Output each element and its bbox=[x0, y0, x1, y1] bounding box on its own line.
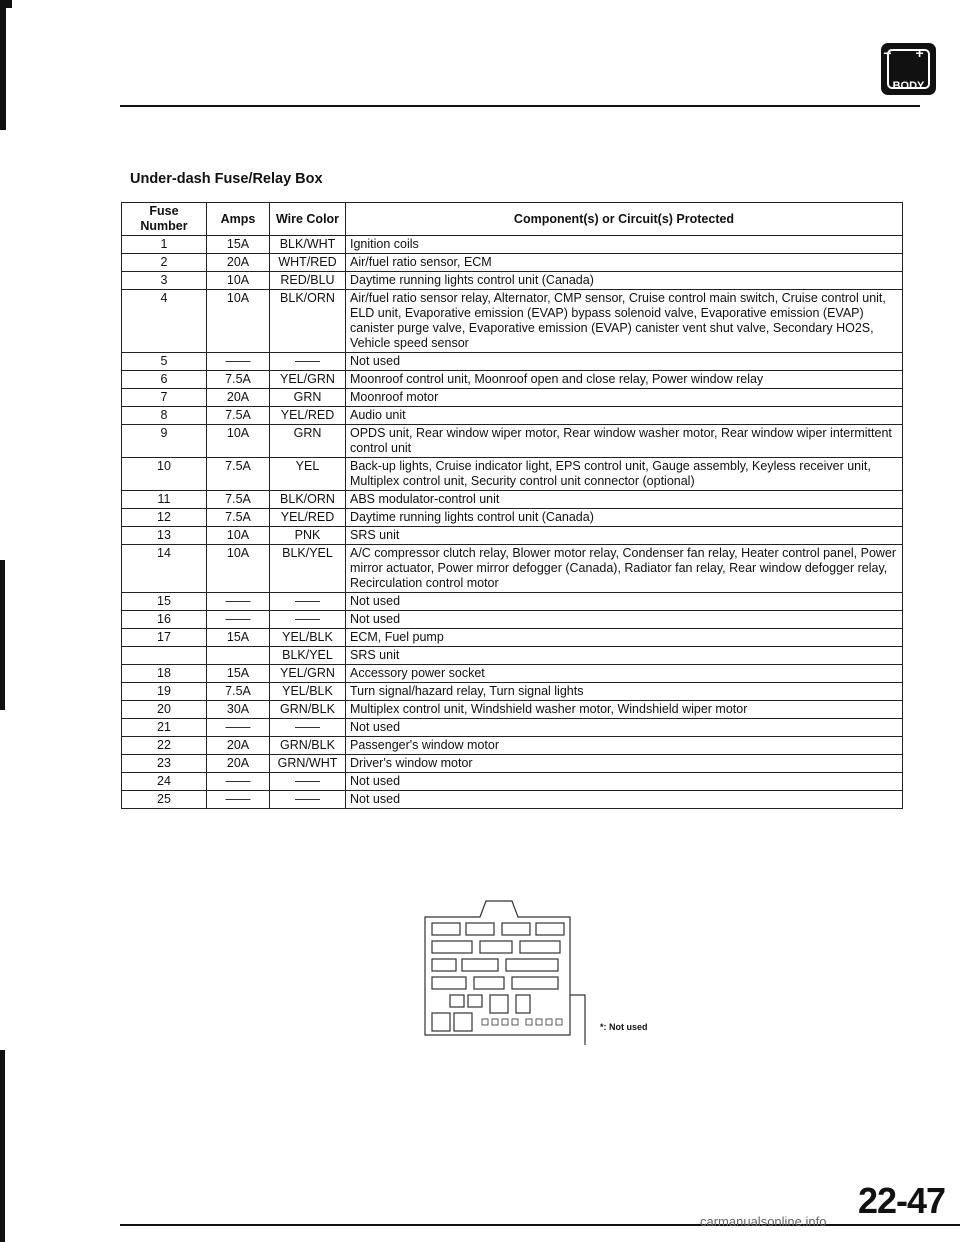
amps-cell: 15A bbox=[207, 236, 270, 254]
component-cell: Not used bbox=[346, 719, 903, 737]
wire-color-cell: BLK/YEL bbox=[270, 545, 346, 593]
amps-cell: 7.5A bbox=[207, 509, 270, 527]
wire-color-cell: —— bbox=[270, 353, 346, 371]
fuse-number-cell: 10 bbox=[122, 458, 207, 491]
header-fuse-number: Fuse Number bbox=[122, 203, 207, 236]
fuse-number-cell: 20 bbox=[122, 701, 207, 719]
fuse-number-cell: 2 bbox=[122, 254, 207, 272]
table-row bbox=[122, 491, 903, 509]
fuse-box-diagram bbox=[420, 895, 595, 1045]
wire-color-cell: GRN bbox=[270, 389, 346, 407]
amps-cell: 20A bbox=[207, 755, 270, 773]
header-rule bbox=[120, 105, 920, 107]
component-cell: Daytime running lights control unit (Canada) bbox=[346, 509, 903, 527]
table-row bbox=[122, 791, 903, 809]
fuse-number-cell: 6 bbox=[122, 371, 207, 389]
amps-cell: —— bbox=[207, 353, 270, 371]
component-cell: Multiplex control unit, Windshield washer motor, Windshield wiper motor bbox=[346, 701, 903, 719]
component-cell: Moonroof control unit, Moonroof open and close relay, Power window relay bbox=[346, 371, 903, 389]
wire-color-cell: YEL/RED bbox=[270, 407, 346, 425]
table-row bbox=[122, 629, 903, 647]
table-row bbox=[122, 701, 903, 719]
fuse-number-cell: 23 bbox=[122, 755, 207, 773]
wire-color-cell: YEL/GRN bbox=[270, 371, 346, 389]
binding-edge-top bbox=[0, 0, 6, 130]
amps-cell: —— bbox=[207, 791, 270, 809]
amps-cell: 10A bbox=[207, 290, 270, 353]
amps-cell: 7.5A bbox=[207, 491, 270, 509]
table-row bbox=[122, 425, 903, 458]
fuse-number-cell: 3 bbox=[122, 272, 207, 290]
wire-color-cell: YEL/BLK bbox=[270, 629, 346, 647]
header-components: Component(s) or Circuit(s) Protected bbox=[346, 203, 903, 236]
amps-cell: 30A bbox=[207, 701, 270, 719]
fuse-number-cell: 25 bbox=[122, 791, 207, 809]
fuse-number-cell: 14 bbox=[122, 545, 207, 593]
component-cell: Not used bbox=[346, 773, 903, 791]
table-row bbox=[122, 458, 903, 491]
fuse-number-cell: 8 bbox=[122, 407, 207, 425]
table-row bbox=[122, 371, 903, 389]
table-row bbox=[122, 719, 903, 737]
table-row bbox=[122, 755, 903, 773]
component-cell: Moonroof motor bbox=[346, 389, 903, 407]
header-wire-color: Wire Color bbox=[270, 203, 346, 236]
fuse-number-cell: 17 bbox=[122, 629, 207, 647]
amps-cell: —— bbox=[207, 611, 270, 629]
wire-color-cell: —— bbox=[270, 593, 346, 611]
binding-tab bbox=[0, 0, 12, 8]
amps-cell: 20A bbox=[207, 389, 270, 407]
amps-cell: 7.5A bbox=[207, 371, 270, 389]
component-cell: Audio unit bbox=[346, 407, 903, 425]
table-row bbox=[122, 683, 903, 701]
table-row bbox=[122, 737, 903, 755]
wire-color-cell: GRN/BLK bbox=[270, 701, 346, 719]
component-cell: Daytime running lights control unit (Canada) bbox=[346, 272, 903, 290]
wire-color-cell: —— bbox=[270, 791, 346, 809]
fuse-number-cell: 19 bbox=[122, 683, 207, 701]
wire-color-cell: BLK/YEL bbox=[270, 647, 346, 665]
table-row bbox=[122, 236, 903, 254]
fuse-number-cell: 13 bbox=[122, 527, 207, 545]
table-row bbox=[122, 290, 903, 353]
page-number: 22-47 bbox=[858, 1180, 946, 1221]
amps-cell: 10A bbox=[207, 527, 270, 545]
wire-color-cell: YEL/GRN bbox=[270, 665, 346, 683]
table-row bbox=[122, 593, 903, 611]
amps-cell: 10A bbox=[207, 425, 270, 458]
component-cell: Air/fuel ratio sensor, ECM bbox=[346, 254, 903, 272]
component-cell: SRS unit bbox=[346, 647, 903, 665]
fuse-number-cell: 7 bbox=[122, 389, 207, 407]
header-amps: Amps bbox=[207, 203, 270, 236]
wire-color-cell: —— bbox=[270, 773, 346, 791]
wire-color-cell: YEL/RED bbox=[270, 509, 346, 527]
fuse-number-cell: 16 bbox=[122, 611, 207, 629]
component-cell: A/C compressor clutch relay, Blower motor relay, Condenser fan relay, Heater control panel, Power mirror actuator, Power mirror defogger (Canada), Radiator fan relay, Rear window defogger relay, Recirculation control motor bbox=[346, 545, 903, 593]
fuse-number-cell: 24 bbox=[122, 773, 207, 791]
amps-cell: 20A bbox=[207, 737, 270, 755]
component-cell: Ignition coils bbox=[346, 236, 903, 254]
table-row bbox=[122, 509, 903, 527]
table-row bbox=[122, 254, 903, 272]
component-cell: Driver's window motor bbox=[346, 755, 903, 773]
component-cell: Accessory power socket bbox=[346, 665, 903, 683]
component-cell: SRS unit bbox=[346, 527, 903, 545]
component-cell: OPDS unit, Rear window wiper motor, Rear window washer motor, Rear window wiper intermittent control unit bbox=[346, 425, 903, 458]
wire-color-cell: YEL bbox=[270, 458, 346, 491]
component-cell: Turn signal/hazard relay, Turn signal lights bbox=[346, 683, 903, 701]
component-cell: ECM, Fuel pump bbox=[346, 629, 903, 647]
wire-color-cell: —— bbox=[270, 611, 346, 629]
amps-cell: —— bbox=[207, 593, 270, 611]
fuse-number-cell: 11 bbox=[122, 491, 207, 509]
amps-cell: 7.5A bbox=[207, 407, 270, 425]
binding-edge-mid bbox=[0, 560, 5, 710]
wire-color-cell: BLK/ORN bbox=[270, 491, 346, 509]
wire-color-cell: YEL/BLK bbox=[270, 683, 346, 701]
binding-edge-bottom bbox=[0, 1050, 5, 1242]
table-header-row bbox=[122, 203, 903, 236]
amps-cell: 15A bbox=[207, 629, 270, 647]
fuse-number-cell: 1 bbox=[122, 236, 207, 254]
amps-cell: 10A bbox=[207, 272, 270, 290]
fuse-number-cell: 18 bbox=[122, 665, 207, 683]
amps-cell: —— bbox=[207, 773, 270, 791]
table-row bbox=[122, 407, 903, 425]
wire-color-cell: RED/BLU bbox=[270, 272, 346, 290]
amps-cell: 20A bbox=[207, 254, 270, 272]
table-row bbox=[122, 773, 903, 791]
amps-cell: 7.5A bbox=[207, 683, 270, 701]
component-cell: Passenger's window motor bbox=[346, 737, 903, 755]
badge-battery-signs: − + bbox=[883, 45, 934, 61]
fuse-number-cell: 21 bbox=[122, 719, 207, 737]
section-title: Under-dash Fuse/Relay Box bbox=[130, 171, 323, 187]
table-row bbox=[122, 611, 903, 629]
wire-color-cell: WHT/RED bbox=[270, 254, 346, 272]
table-row bbox=[122, 545, 903, 593]
table-row bbox=[122, 272, 903, 290]
fuse-table-body bbox=[122, 236, 903, 809]
wire-color-cell: GRN/WHT bbox=[270, 755, 346, 773]
fuse-number-cell: 4 bbox=[122, 290, 207, 353]
fuse-number-cell: 9 bbox=[122, 425, 207, 458]
watermark: carmanualsonline.info bbox=[700, 1214, 827, 1229]
table-row bbox=[122, 527, 903, 545]
fuse-number-cell bbox=[122, 647, 207, 665]
table-row bbox=[122, 647, 903, 665]
wire-color-cell: BLK/ORN bbox=[270, 290, 346, 353]
amps-cell: 7.5A bbox=[207, 458, 270, 491]
body-section-badge bbox=[881, 43, 936, 95]
component-cell: Not used bbox=[346, 353, 903, 371]
table-row bbox=[122, 353, 903, 371]
table-row bbox=[122, 665, 903, 683]
component-cell: Not used bbox=[346, 791, 903, 809]
component-cell: Not used bbox=[346, 611, 903, 629]
fuse-table bbox=[121, 202, 903, 809]
figure-legend: *: Not used bbox=[600, 1022, 648, 1032]
fuse-number-cell: 15 bbox=[122, 593, 207, 611]
wire-color-cell: BLK/WHT bbox=[270, 236, 346, 254]
amps-cell bbox=[207, 647, 270, 665]
component-cell: ABS modulator-control unit bbox=[346, 491, 903, 509]
amps-cell: 10A bbox=[207, 545, 270, 593]
amps-cell: 15A bbox=[207, 665, 270, 683]
component-cell: Back-up lights, Cruise indicator light, EPS control unit, Gauge assembly, Keyless receiver unit, Multiplex control unit, Security control unit connector (optional) bbox=[346, 458, 903, 491]
component-cell: Not used bbox=[346, 593, 903, 611]
component-cell: Air/fuel ratio sensor relay, Alternator, CMP sensor, Cruise control main switch, Cruise control unit, ELD unit, Evaporative emission (EVAP) bypass solenoid valve, Evaporative emission (EVAP) canister purge valve, Evaporative emission (EVAP) canister vent shut valve, Secondary HO2S, Vehicle speed sensor bbox=[346, 290, 903, 353]
footer-rule bbox=[120, 1224, 960, 1226]
amps-cell: —— bbox=[207, 719, 270, 737]
badge-label: BODY bbox=[892, 80, 925, 92]
wire-color-cell: —— bbox=[270, 719, 346, 737]
fuse-number-cell: 22 bbox=[122, 737, 207, 755]
wire-color-cell: GRN/BLK bbox=[270, 737, 346, 755]
table-row bbox=[122, 389, 903, 407]
fuse-number-cell: 5 bbox=[122, 353, 207, 371]
fuse-number-cell: 12 bbox=[122, 509, 207, 527]
wire-color-cell: PNK bbox=[270, 527, 346, 545]
wire-color-cell: GRN bbox=[270, 425, 346, 458]
